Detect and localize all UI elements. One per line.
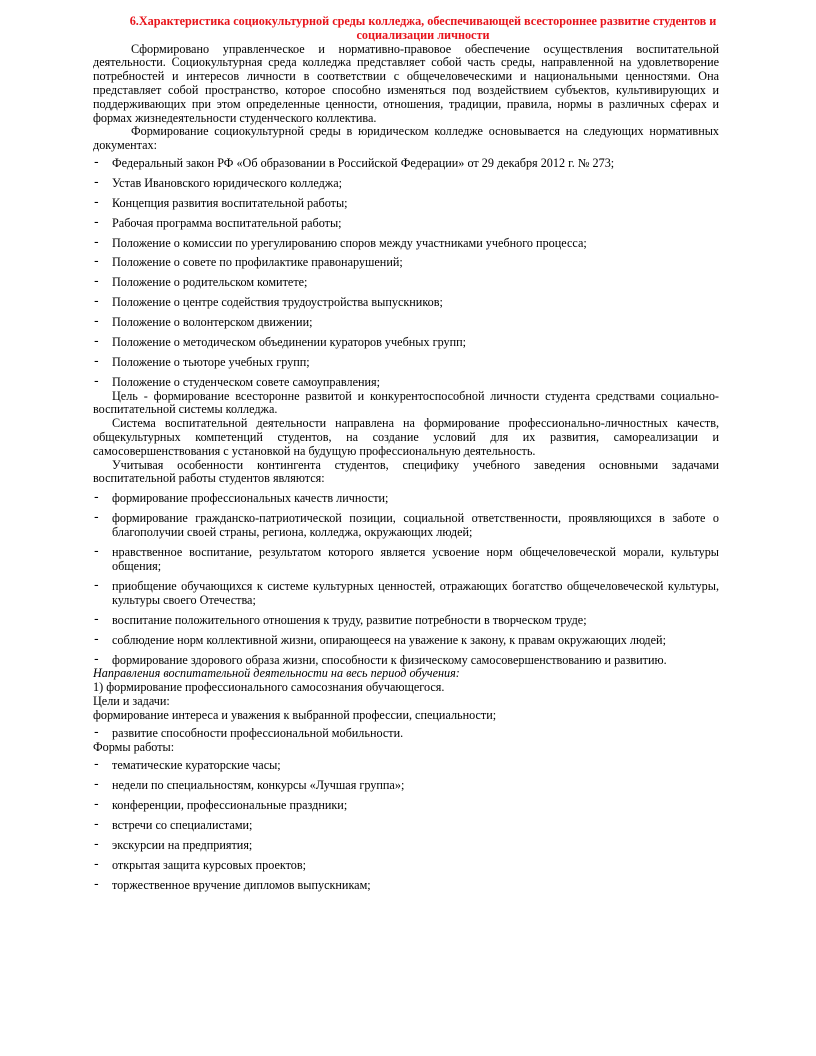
list-item: - Положение о тьюторе учебных групп; [93, 356, 719, 370]
list-item: - встречи со специалистами; [93, 819, 719, 833]
list-item: - Положение о методическом объединении кураторов учебных групп; [93, 336, 719, 350]
list-item: - Положение о центре содействия трудоустройства выпускников; [93, 296, 719, 310]
list-item: - Положение о совете по профилактике правонарушений; [93, 256, 719, 270]
list-item: - формирование профессиональных качеств личности; [93, 492, 719, 506]
list-item: - нравственное воспитание, результатом которого является усвоение норм общечеловеческой морали, культуры общения; [93, 546, 719, 574]
goal-line: формирование интереса и уважения к выбранной профессии, специальности; [93, 707, 497, 722]
system-paragraph: Система воспитательной деятельности направлена на формирование профессионально-личностных качеств, общекультурных компетенций студентов, на создание условий для их развития, самореализации и самосовершенствования с установкой на будущую профессиональную деятельность. [93, 416, 719, 458]
list-item: - формирование здорового образа жизни, способности к физическому самосовершенствованию и развитию. [93, 654, 719, 668]
goal-items-list [93, 727, 719, 741]
list-item: - Концепция развития воспитательной работы; [93, 197, 719, 211]
directions-heading: Направления воспитательной деятельности на весь период обучения: [93, 666, 460, 681]
goal-paragraph: Цель - формирование всесторонне развитой и конкурентоспособной личности студента средствами социально-воспитательной системы колледжа. [93, 388, 719, 417]
list-item: - Рабочая программа воспитательной работы; [93, 217, 719, 231]
list-item: - Положение о родительском комитете; [93, 276, 719, 290]
list-item: - соблюдение норм коллективной жизни, опирающееся на уважение к закону, к правам окружающих людей; [93, 634, 719, 648]
intro-paragraph: Формирование социокультурной среды в юридическом колледже основывается на следующих нормативных документах: [93, 124, 719, 153]
list-item: - Положение о комиссии по урегулированию споров между участниками учебного процесса; [93, 237, 719, 251]
intro-paragraph: Сформировано управленческое и нормативно-правовое обеспечение осуществления воспитательной деятельности. Социокультурная среда колледжа представляет собой часть среды, направленной на удовлетворение потребностей и интересов личности в соответствии с общечеловеческими и национальными ценностями. Она представляет собой пространство, которое способно изменяться под воздействием субъектов, культивирующих и поддерживающих при этом определенные ценности, отношения, традиции, правила, нормы в различных сферах и формах жизнедеятельности студенческого коллектива. [93, 41, 719, 125]
list-item: - Положение о волонтерском движении; [93, 316, 719, 330]
section-title: 6.Характеристика социокультурной среды колледжа, обеспечивающей всестороннее развитие студентов и социализации личности [129, 14, 717, 42]
list-item: - приобщение обучающихся к системе культурных ценностей, отражающих богатство общечеловеческой культуры, культуры своего Отечества; [93, 580, 719, 608]
documents-list [93, 157, 719, 390]
list-item: - недели по специальностям, конкурсы «Лучшая группа»; [93, 779, 719, 793]
direction-item: 1) формирование профессионального самосознания обучающегося. [93, 680, 445, 695]
tasks-list [93, 492, 719, 667]
forms-heading: Формы работы: [93, 740, 175, 755]
list-item: - открытая защита курсовых проектов; [93, 859, 719, 873]
list-item: - Устав Ивановского юридического колледжа; [93, 177, 719, 191]
list-item: - формирование гражданско-патриотической позиции, социальной ответственности, проявляющихся в заботе о благополучии своей страны, региона, колледжа, окружающих людей; [93, 512, 719, 540]
list-item: - экскурсии на предприятия; [93, 839, 719, 853]
list-item: - Положение о студенческом совете самоуправления; [93, 376, 719, 390]
forms-list [93, 759, 719, 892]
goals-heading: Цели и задачи: [93, 694, 170, 709]
list-item: - тематические кураторские часы; [93, 759, 719, 773]
tasks-intro-paragraph: Учитывая особенности контингента студентов, специфику учебного заведения основными задачами воспитательной работы студентов являются: [93, 457, 719, 486]
list-item: - торжественное вручение дипломов выпускникам; [93, 879, 719, 893]
list-item: - конференции, профессиональные праздники; [93, 799, 719, 813]
list-item: - воспитание положительного отношения к труду, развитие потребности в творческом труде; [93, 614, 719, 628]
list-item: - развитие способности профессиональной мобильности. [93, 727, 719, 741]
document-page [93, 15, 719, 892]
list-item: - Федеральный закон РФ «Об образовании в Российской Федерации» от 29 декабря 2012 г. № 273; [93, 157, 719, 171]
